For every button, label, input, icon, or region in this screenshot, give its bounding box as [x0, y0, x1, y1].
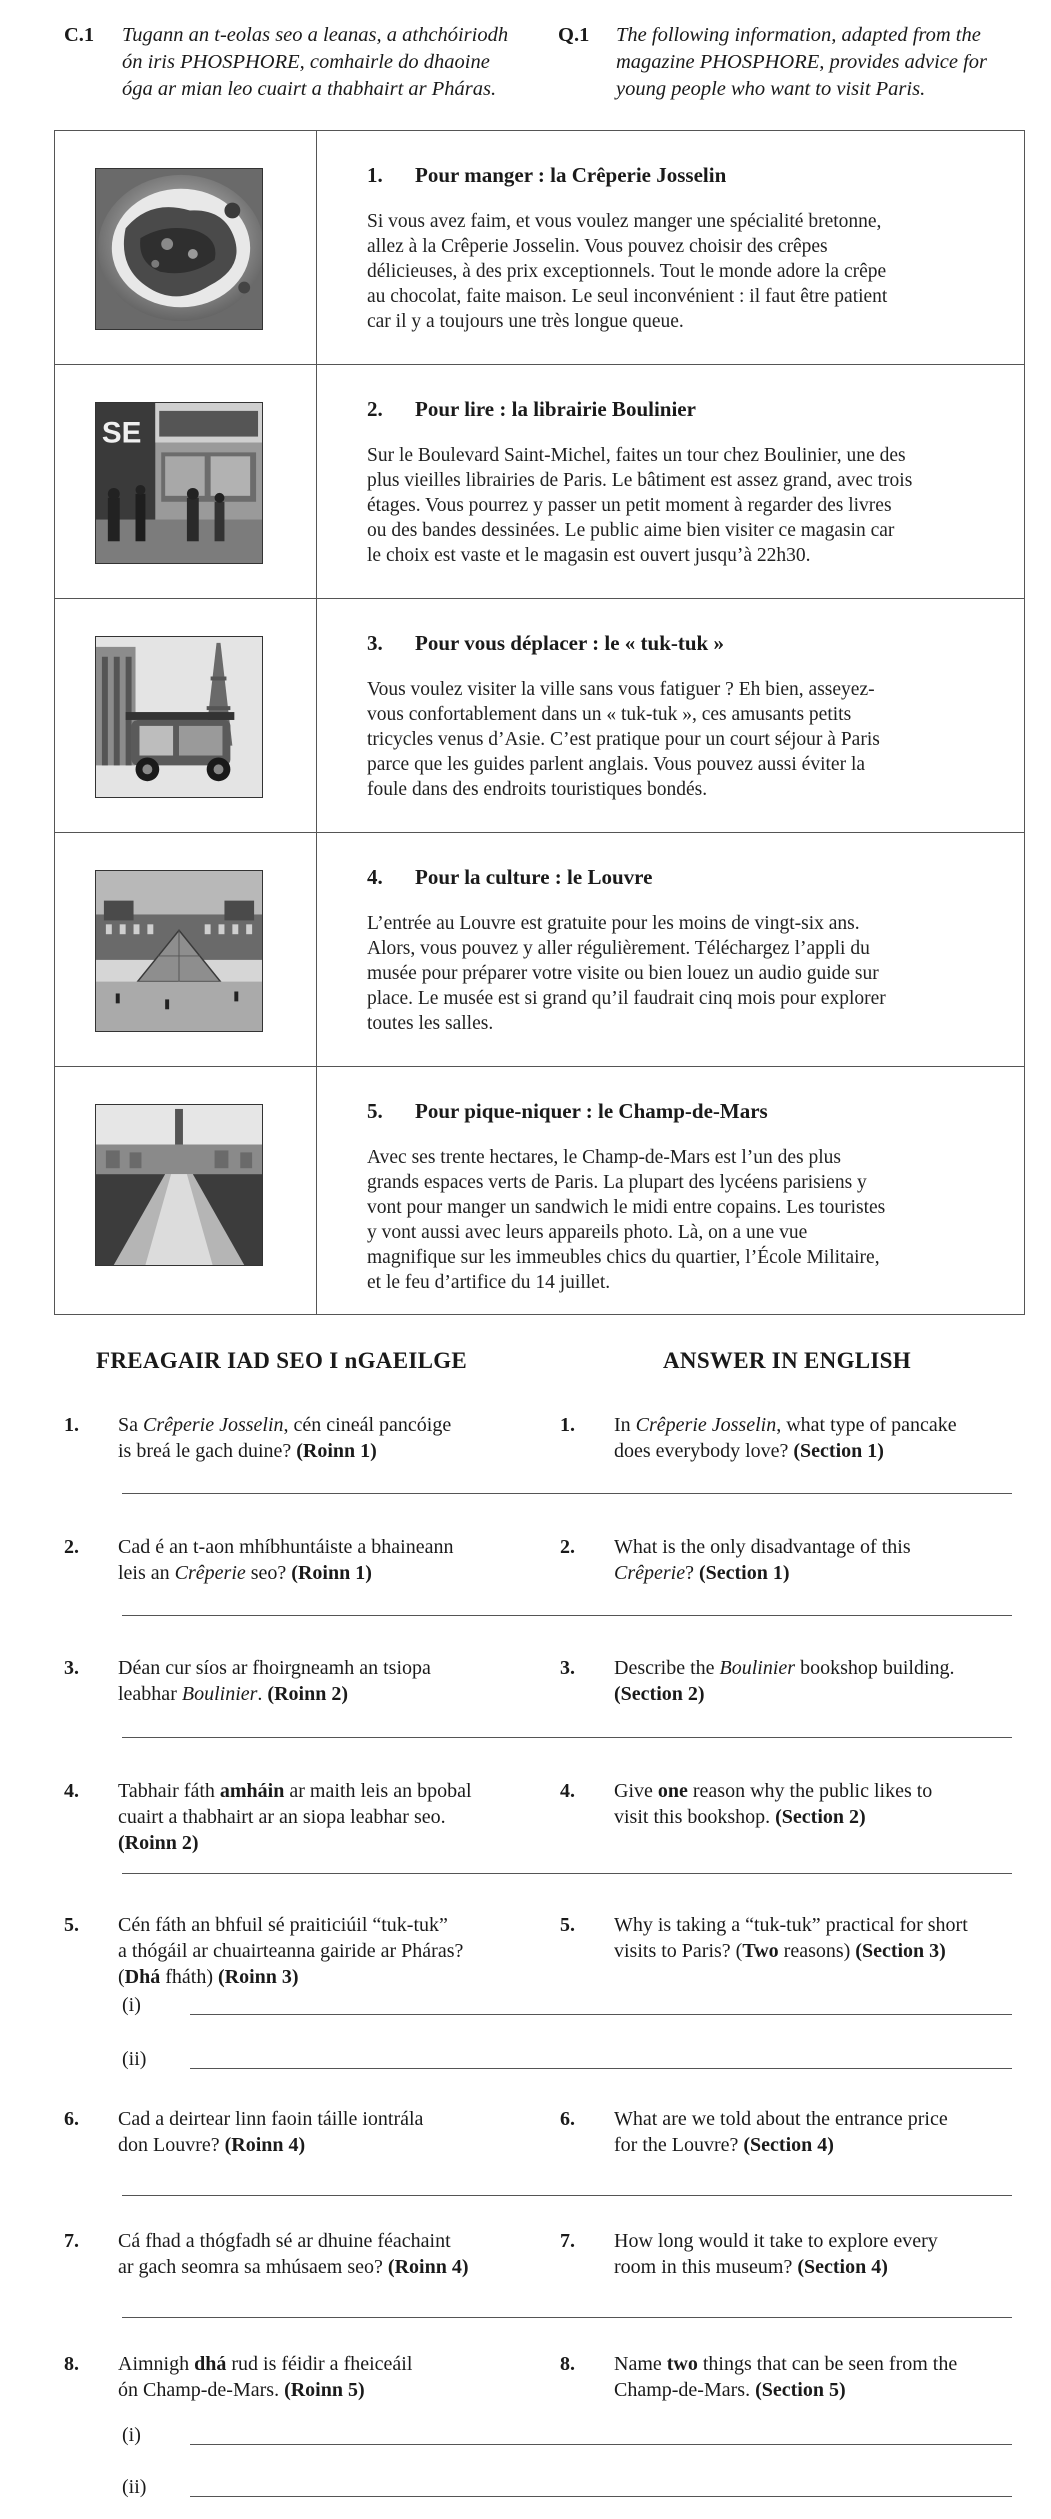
- question-number: 7.: [64, 2230, 79, 2252]
- bookshop-street-photo-icon: [95, 402, 263, 564]
- crepe-plate-photo-icon: [95, 168, 263, 330]
- section-title-text: Pour manger : la Crêperie Josselin: [415, 163, 727, 187]
- question-number: 6.: [560, 2108, 575, 2130]
- article-box: [54, 130, 1025, 1315]
- section-body: Sur le Boulevard Saint-Michel, faites un tour chez Boulinier, une des plus vieilles librairies de Paris. Le bâtiment est assez grand, avec trois étages. Vous pourrez y passer un petit moment à regarder des livres ou des bandes dessinées. Le public aime bien visiter ce magasin car le choix est vaste et le magasin est ouvert jusqu’à 22h30.: [367, 445, 913, 566]
- question-text: Give one reason why the public likes to visit this bookshop. (Section 2): [614, 1780, 933, 1828]
- bookshop-sign: SE: [101, 416, 142, 450]
- emphasis-word: dhá: [194, 2353, 227, 2375]
- questions-heading-english: ANSWER IN ENGLISH: [663, 1348, 911, 1373]
- italic-term: Crêperie: [614, 1562, 686, 1584]
- section-reference: (Section 4): [797, 2256, 888, 2278]
- question-text: Cad é an t-aon mhíbhuntáiste a bhaineann leis an Crêperie seo? (Roinn 1): [118, 1536, 454, 1584]
- question-number: 4.: [64, 1780, 79, 1802]
- section-reference: (Roinn 4): [224, 2134, 306, 2156]
- article-section-3: [55, 599, 1024, 833]
- section-image-cell: [55, 1067, 317, 1314]
- section-title: [367, 865, 652, 890]
- answer-line[interactable]: [122, 2195, 1012, 2196]
- question-text: Describe the Boulinier bookshop building. (Section 2): [614, 1657, 955, 1705]
- question-text: Cá fhad a thógfadh sé ar dhuine féachaint ar gach seomra sa mhúsaem seo? (Roinn 4): [118, 2230, 469, 2278]
- question-text: What are we told about the entrance price for the Louvre? (Section 4): [614, 2108, 948, 2156]
- question-text: Déan cur síos ar fhoirgneamh an tsiopa leabhar Boulinier. (Roinn 2): [118, 1657, 431, 1705]
- emphasis-word: two: [666, 2353, 698, 2375]
- answer-line[interactable]: [122, 1873, 1012, 1874]
- question-number: 8.: [64, 2353, 79, 2375]
- question-number: 4.: [560, 1780, 575, 1802]
- answer-line[interactable]: [190, 2496, 1012, 2497]
- section-reference: (Roinn 1): [296, 1440, 377, 1462]
- section-reference: (Section 2): [614, 1683, 705, 1705]
- article-section-2: [55, 365, 1024, 599]
- tuk-tuk-eiffel-photo-icon: [95, 636, 263, 798]
- section-title: [367, 163, 726, 188]
- answer-line[interactable]: [122, 2317, 1012, 2318]
- section-body: L’entrée au Louvre est gratuite pour les moins de vingt-six ans. Alors, vous pouvez y aller régulièrement. Téléchargez l’appli du musée pour préparer votre visite ou bien louez un audio guide sur place. Le musée est si grand qu’il faudrait cinq mois pour explorer toutes les salles.: [367, 913, 886, 1034]
- section-reference: (Roinn 2): [118, 1832, 199, 1854]
- section-image-cell: [55, 599, 317, 832]
- article-section-5: [55, 1067, 1024, 1314]
- section-image-cell: [55, 131, 317, 364]
- section-reference: (Section 4): [743, 2134, 834, 2156]
- section-reference: (Section 1): [698, 1562, 790, 1584]
- section-body: Si vous avez faim, et vous voulez manger une spécialité bretonne, allez à la Crêperie Josselin. Vous pouvez choisir des crêpes délicieuses, à des prix exceptionnels. Tout le monde adore la crêpe au chocolat, faite maison. Le seul inconvénient : il faut être patient car il y a toujours une très longue queue.: [367, 211, 888, 332]
- section-reference: (Section 2): [775, 1806, 866, 1828]
- article-section-1: [55, 131, 1024, 365]
- section-number: 2.: [367, 397, 383, 421]
- section-reference: (Roinn 5): [284, 2379, 365, 2401]
- section-body: Vous voulez visiter la ville sans vous fatiguer ? Eh bien, asseyez- vous confortablement dans un « tuk-tuk », ces amusants petits tricycles venus d’Asie. C’est pratique pour un court séjour à Paris parce que les guides parlent anglais. Vous pouvez aussi éviter la foule dans des endroits touristiques bondés.: [367, 679, 880, 800]
- champ-de-mars-aerial-photo-icon: [95, 1104, 263, 1266]
- section-body: Avec ses trente hectares, le Champ-de-Mars est l’un des plus grands espaces verts de Paris. La plupart des lycéens parisiens y vont pour manger un sandwich le midi entre copains. Les touristes y vont aussi avec leurs appareils photo. Là, on a une vue magnifique sur les immeubles chics du quartier, l’École Militaire, et le feu d’artifice du 14 juillet.: [367, 1147, 886, 1293]
- section-number: 1.: [367, 163, 383, 187]
- section-reference: (Section 3): [855, 1940, 946, 1962]
- article-section-4: [55, 833, 1024, 1067]
- section-image-cell: [55, 365, 317, 598]
- section-title: [367, 1099, 768, 1124]
- question-number-irish: C.1: [64, 24, 95, 46]
- question-number: 3.: [64, 1657, 79, 1679]
- question-text: Sa Crêperie Josselin, cén cineál pancóige is breá le gach duine? (Roinn 1): [118, 1414, 452, 1462]
- section-reference: (Section 1): [793, 1440, 884, 1462]
- intro-text-english: The following information, adapted from the magazine PHOSPHORE, provides advice for young people who want to visit Paris.: [616, 24, 988, 100]
- louvre-photo-icon: [95, 870, 263, 1032]
- intro-text-irish: Tugann an t-eolas seo a leanas, a athchóiriodh ón iris PHOSPHORE, comhairle do dhaoine óga ar mian leo cuairt a thabhairt ar Pháras.: [122, 24, 509, 100]
- answer-line[interactable]: [122, 1737, 1012, 1738]
- answer-part-label: (ii): [122, 2476, 147, 2498]
- question-number: 5.: [64, 1914, 79, 1936]
- section-number: 5.: [367, 1099, 383, 1123]
- section-title-text: Pour pique-niquer : le Champ-de-Mars: [415, 1099, 768, 1123]
- question-number: 8.: [560, 2353, 575, 2375]
- answer-part-label: (ii): [122, 2048, 147, 2070]
- question-number: 3.: [560, 1657, 575, 1679]
- question-text: Aimnigh dhá rud is féidir a fheiceáil ón Champ-de-Mars. (Roinn 5): [118, 2353, 413, 2401]
- section-title-text: Pour lire : la librairie Boulinier: [415, 397, 696, 421]
- question-number: 2.: [560, 1536, 575, 1558]
- section-image-cell: [55, 833, 317, 1066]
- section-title: [367, 631, 724, 656]
- emphasis-word: Two: [742, 1940, 779, 1962]
- answer-line[interactable]: [190, 2014, 1012, 2015]
- answer-line[interactable]: [122, 1615, 1012, 1616]
- question-text: Cén fáth an bhfuil sé praiticiúil “tuk-tuk” a thógáil ar chuairteanna gairide ar Pháras? (Dhá fháth) (Roinn 3): [118, 1914, 464, 1988]
- question-text: Cad a deirtear linn faoin táille iontrála don Louvre? (Roinn 4): [118, 2108, 424, 2156]
- emphasis-word: amháin: [219, 1780, 285, 1802]
- emphasis-word: Dhá: [124, 1966, 161, 1988]
- italic-term: Crêperie Josselin: [143, 1414, 284, 1436]
- question-text: Why is taking a “tuk-tuk” practical for short visits to Paris? (Two reasons) (Section 3): [614, 1914, 968, 1962]
- section-reference: (Roinn 2): [267, 1683, 348, 1705]
- section-reference: (Roinn 1): [291, 1562, 372, 1584]
- answer-line[interactable]: [190, 2068, 1012, 2069]
- section-reference: (Section 5): [755, 2379, 846, 2401]
- question-number: 6.: [64, 2108, 79, 2130]
- question-number-english: Q.1: [558, 24, 590, 46]
- answer-line[interactable]: [190, 2444, 1012, 2445]
- question-text: What is the only disadvantage of this Crêperie? (Section 1): [614, 1536, 911, 1584]
- italic-term: Boulinier: [719, 1657, 796, 1679]
- answer-part-label: (i): [122, 2424, 141, 2446]
- section-reference: (Roinn 3): [218, 1966, 299, 1988]
- italic-term: Crêperie Josselin: [635, 1414, 777, 1436]
- answer-line[interactable]: [122, 1493, 1012, 1494]
- italic-term: Crêperie: [174, 1562, 246, 1584]
- section-title: [367, 397, 696, 422]
- questions-heading-irish: FREAGAIR IAD SEO I nGAEILGE: [96, 1348, 468, 1373]
- question-text: Tabhair fáth amháin ar maith leis an bpobal cuairt a thabhairt ar an siopa leabhar seo. (Roinn 2): [118, 1780, 472, 1854]
- question-number: 2.: [64, 1536, 79, 1558]
- question-number: 5.: [560, 1914, 575, 1936]
- italic-term: Boulinier: [181, 1683, 258, 1705]
- section-number: 4.: [367, 865, 383, 889]
- section-number: 3.: [367, 631, 383, 655]
- answer-part-label: (i): [122, 1994, 141, 2016]
- question-number: 7.: [560, 2230, 575, 2252]
- question-text: In Crêperie Josselin, what type of pancake does everybody love? (Section 1): [614, 1414, 957, 1462]
- section-reference: (Roinn 4): [387, 2256, 469, 2278]
- section-title-text: Pour la culture : le Louvre: [415, 865, 653, 889]
- emphasis-word: one: [657, 1780, 688, 1802]
- question-number: 1.: [560, 1414, 575, 1436]
- question-text: How long would it take to explore every room in this museum? (Section 4): [614, 2230, 938, 2278]
- question-text: Name two things that can be seen from the Champ-de-Mars. (Section 5): [614, 2353, 958, 2401]
- question-number: 1.: [64, 1414, 79, 1436]
- section-title-text: Pour vous déplacer : le « tuk-tuk »: [415, 631, 724, 655]
